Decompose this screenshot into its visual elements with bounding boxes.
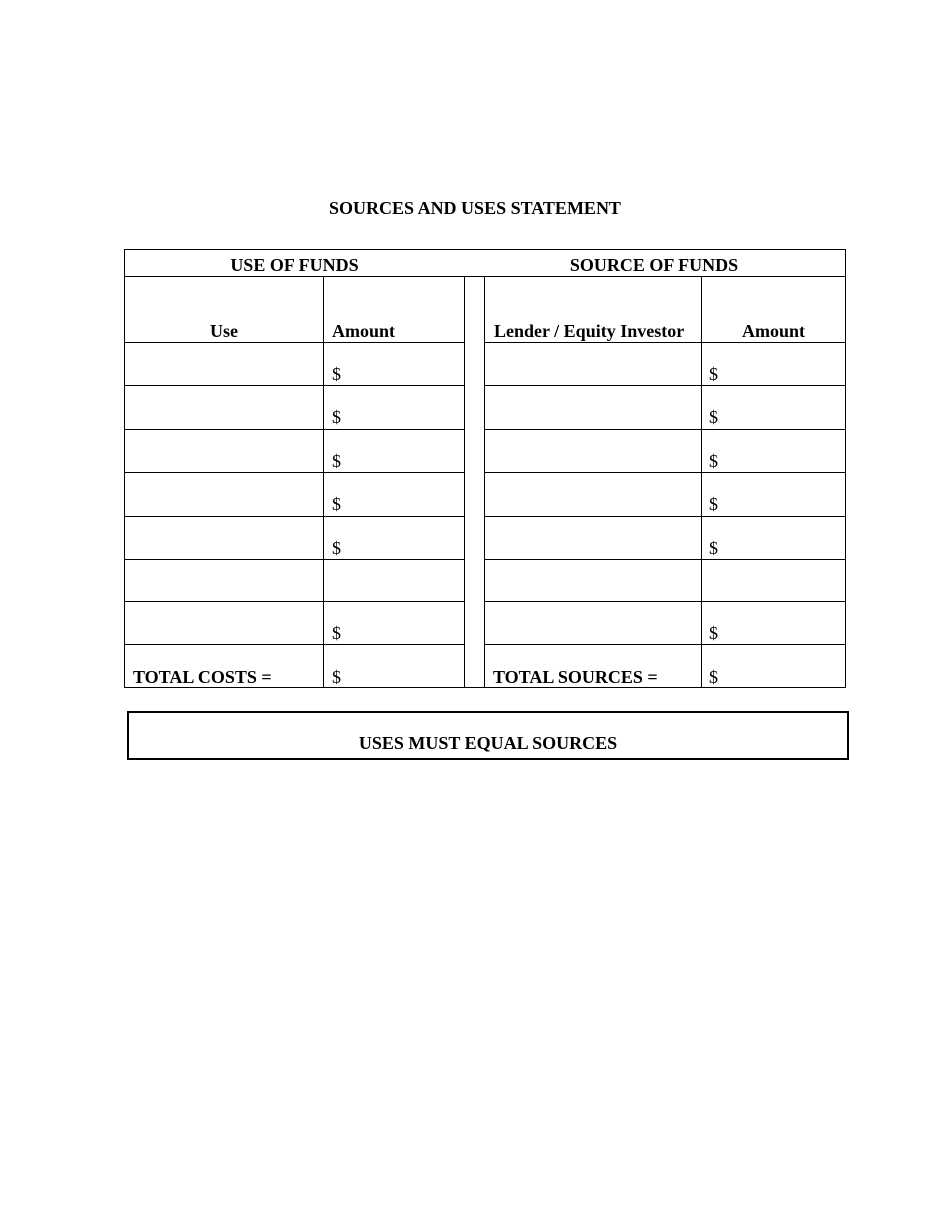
uses-column-divider: [323, 276, 324, 687]
sources-uses-table: [124, 249, 846, 688]
sources-amount-cell[interactable]: $: [709, 623, 718, 643]
uses-amount-cell[interactable]: $: [332, 623, 341, 643]
uses-row-line: [125, 559, 464, 560]
sources-row-line: [484, 385, 845, 386]
lender-column-header: Lender / Equity Investor: [494, 321, 685, 341]
sources-row-line: [484, 601, 845, 602]
sources-amount-cell[interactable]: $: [709, 364, 718, 384]
spacer-left-border: [464, 276, 465, 687]
sources-amount-cell[interactable]: $: [709, 451, 718, 471]
uses-row-line: [125, 429, 464, 430]
uses-row-line: [125, 601, 464, 602]
uses-amount-cell[interactable]: $: [332, 364, 341, 384]
balance-notice-text: USES MUST EQUAL SOURCES: [358, 733, 618, 753]
header-divider: [125, 276, 845, 277]
uses-amount-column-header: Amount: [332, 321, 396, 341]
use-column-header: Use: [210, 321, 238, 341]
uses-amount-cell[interactable]: $: [332, 407, 341, 427]
uses-row-line: [125, 385, 464, 386]
uses-amount-cell[interactable]: $: [332, 538, 341, 558]
spacer-right-border: [484, 276, 485, 687]
sources-row-line: [484, 559, 845, 560]
sources-amount-cell[interactable]: $: [709, 407, 718, 427]
total-sources-amount[interactable]: $: [709, 667, 718, 687]
total-costs-label: TOTAL COSTS =: [133, 667, 272, 687]
source-of-funds-header: SOURCE OF FUNDS: [569, 255, 739, 275]
sources-row-line: [484, 429, 845, 430]
sources-amount-cell[interactable]: $: [709, 538, 718, 558]
uses-row-line: [125, 472, 464, 473]
total-sources-label: TOTAL SOURCES =: [493, 667, 658, 687]
use-of-funds-header: USE OF FUNDS: [230, 255, 359, 275]
sources-row-line: [484, 516, 845, 517]
sources-amount-column-header: Amount: [741, 321, 805, 341]
sources-row-line: [484, 342, 845, 343]
uses-row-line: [125, 516, 464, 517]
uses-row-line: [125, 644, 464, 645]
uses-row-line: [125, 342, 464, 343]
sources-row-line: [484, 644, 845, 645]
uses-amount-cell[interactable]: $: [332, 494, 341, 514]
total-costs-amount[interactable]: $: [332, 667, 341, 687]
balance-notice-box: [127, 711, 849, 760]
sources-row-line: [484, 472, 845, 473]
uses-amount-cell[interactable]: $: [332, 451, 341, 471]
sources-amount-cell[interactable]: $: [709, 494, 718, 514]
page-title: SOURCES AND USES STATEMENT: [329, 198, 621, 218]
